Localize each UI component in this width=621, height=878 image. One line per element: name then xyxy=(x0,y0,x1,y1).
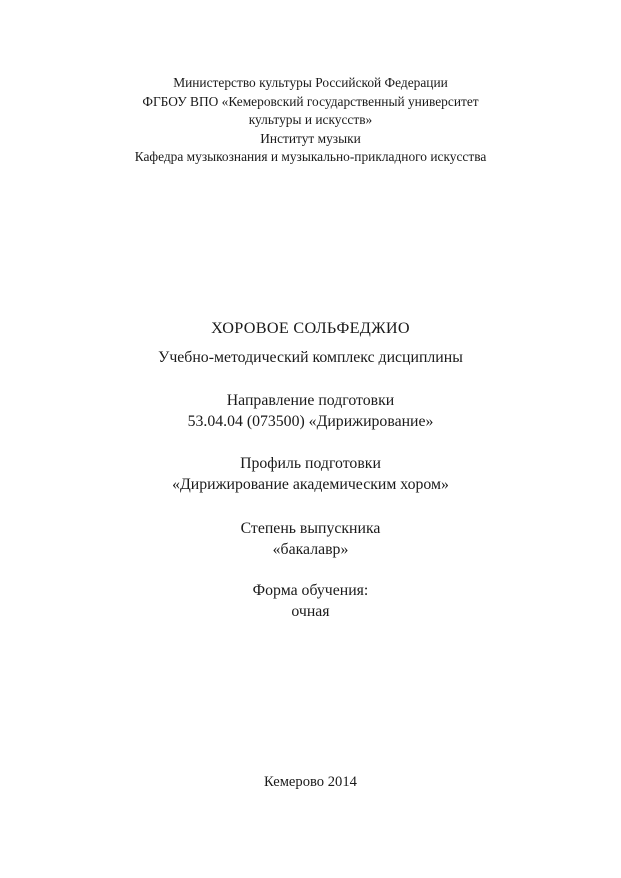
direction-value: 53.04.04 (073500) «Дирижирование» xyxy=(187,413,434,430)
degree-value: «бакалавр» xyxy=(272,541,349,558)
institute-line: Институт музыки xyxy=(260,130,361,146)
degree-block xyxy=(0,518,621,560)
university-line-continued: культуры и искусств» xyxy=(248,112,373,128)
study-form-value: очная xyxy=(291,603,330,620)
subtitle-text: Учебно-методический комплекс дисциплины xyxy=(158,349,463,366)
direction-block xyxy=(0,390,621,432)
study-form-block xyxy=(0,580,621,622)
profile-value: «Дирижирование академическим хором» xyxy=(172,476,449,493)
degree-label: Степень выпускника xyxy=(240,520,381,537)
institution-header xyxy=(0,74,621,167)
document-title: ХОРОВОЕ СОЛЬФЕДЖИО xyxy=(211,319,410,337)
place-year: Кемерово 2014 xyxy=(264,774,357,790)
profile-label: Профиль подготовки xyxy=(240,455,381,472)
ministry-line: Министерство культуры Российской Федерации xyxy=(173,75,448,90)
profile-block xyxy=(0,453,621,495)
document-subtitle xyxy=(0,347,621,368)
university-line: ФГБОУ ВПО «Кемеровский государственный университет xyxy=(142,93,479,109)
direction-label: Направление подготовки xyxy=(226,392,395,409)
study-form-label: Форма обучения: xyxy=(252,582,369,599)
department-line: Кафедра музыкознания и музыкально-прикладного искусства xyxy=(134,149,487,165)
